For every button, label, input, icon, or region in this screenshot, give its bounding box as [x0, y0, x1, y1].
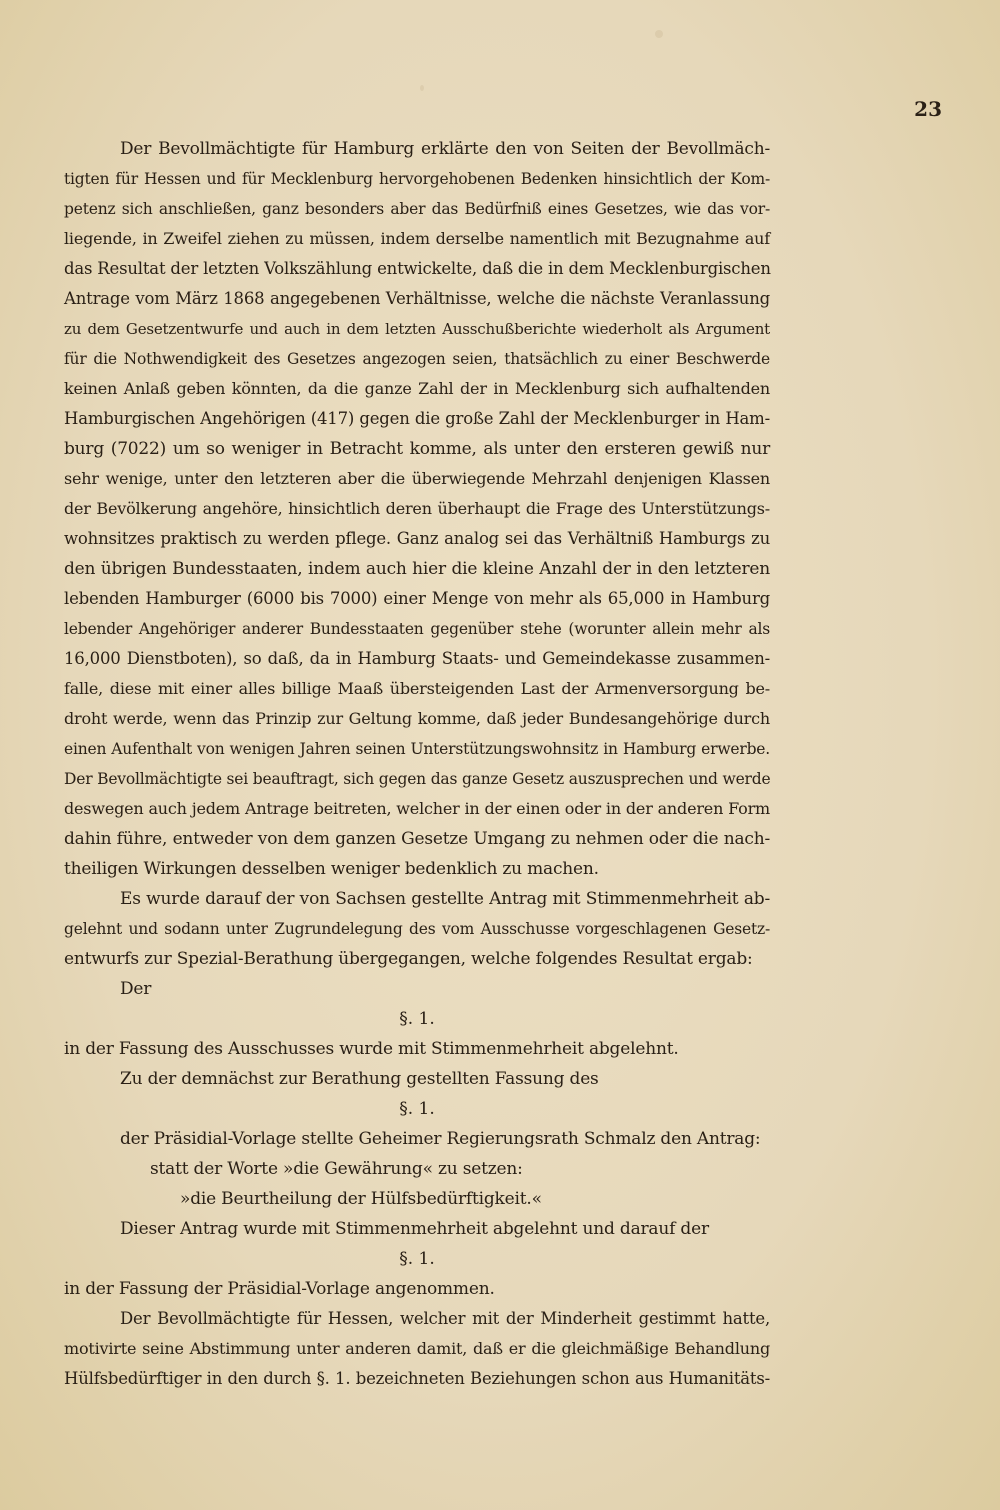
text-line: entwurfs zur Spezial-Berathung übergegangen, welche folgendes Resultat ergab:	[64, 949, 753, 969]
text-line: der Bevölkerung angehöre, hinsichtlich deren überhaupt die Frage des Unterstützungs-	[64, 499, 770, 518]
text-line: lebender Angehöriger anderer Bundesstaaten gegenüber stehe (worunter allein mehr als	[64, 620, 770, 638]
text-line: burg (7022) um so weniger in Betracht komme, als unter den ersteren gewiß nur	[64, 439, 770, 459]
text-line: Der Bevollmächtigte sei beauftragt, sich gegen das ganze Gesetz auszusprechen und werde	[64, 770, 771, 788]
text-line: dahin führe, entweder von dem ganzen Gesetze Umgang zu nehmen oder die nach-	[64, 829, 770, 849]
text-line: in der Fassung des Ausschusses wurde mit Stimmenmehrheit abgelehnt.	[64, 1039, 679, 1059]
section-heading: §. 1.	[399, 1249, 435, 1269]
text-line: in der Fassung der Präsidial-Vorlage angenommen.	[64, 1279, 495, 1299]
text-line: Dieser Antrag wurde mit Stimmenmehrheit abgelehnt und darauf der	[120, 1219, 709, 1239]
text-line: das Resultat der letzten Volkszählung entwickelte, daß die in dem Mecklenburgischen	[64, 259, 771, 278]
text-line: gelehnt und sodann unter Zugrundelegung des vom Ausschusse vorgeschlagenen Gesetz-	[64, 920, 770, 938]
text-line: der Präsidial-Vorlage stellte Geheimer Regierungsrath Schmalz den Antrag:	[120, 1129, 761, 1149]
section-heading: §. 1.	[399, 1009, 435, 1029]
text-line: Antrage vom März 1868 angegebenen Verhältnisse, welche die nächste Veranlassung	[64, 289, 770, 308]
text-line: liegende, in Zweifel ziehen zu müssen, indem derselbe namentlich mit Bezugnahme auf	[64, 229, 770, 248]
text-line: tigten für Hessen und für Mecklenburg hervorgehobenen Bedenken hinsichtlich der Kom-	[64, 170, 770, 188]
paper-stain	[655, 30, 663, 38]
text-line: 16,000 Dienstboten), so daß, da in Hamburg Staats- und Gemeindekasse zusammen-	[64, 649, 770, 668]
text-line: theiligen Wirkungen desselben weniger bedenklich zu machen.	[64, 859, 599, 879]
text-line: Der Bevollmächtigte für Hamburg erklärte den von Seiten der Bevollmäch-	[120, 139, 770, 159]
text-line: Zu der demnächst zur Berathung gestellten Fassung des	[120, 1069, 599, 1089]
text-line: motivirte seine Abstimmung unter anderen damit, daß er die gleichmäßige Behandlung	[64, 1339, 770, 1358]
text-line: petenz sich anschließen, ganz besonders aber das Bedürfniß eines Gesetzes, wie das vor-	[64, 200, 770, 218]
text-line: statt der Worte »die Gewährung« zu setzen:	[150, 1159, 523, 1179]
text-line: droht werde, wenn das Prinzip zur Geltung komme, daß jeder Bundesangehörige durch	[64, 709, 770, 728]
paper-stain	[420, 85, 424, 91]
page-number: 23	[914, 97, 942, 121]
text-line: keinen Anlaß geben könnten, da die ganze Zahl der in Mecklenburg sich aufhaltenden	[64, 379, 770, 398]
text-line: sehr wenige, unter den letzteren aber die überwiegende Mehrzahl denjenigen Klassen	[64, 469, 770, 488]
text-line: Es wurde darauf der von Sachsen gestellte Antrag mit Stimmenmehrheit ab-	[120, 889, 770, 909]
text-line: »die Beurtheilung der Hülfsbedürftigkeit.«	[180, 1189, 542, 1209]
text-line: deswegen auch jedem Antrage beitreten, welcher in der einen oder in der anderen Form	[64, 799, 770, 818]
section-heading: §. 1.	[399, 1099, 435, 1119]
text-line: wohnsitzes praktisch zu werden pflege. Ganz analog sei das Verhältniß Hamburgs zu	[64, 529, 770, 548]
text-line: zu dem Gesetzentwurfe und auch in dem letzten Ausschußberichte wiederholt als Argument	[64, 320, 770, 338]
text-line: Hülfsbedürftiger in den durch §. 1. bezeichneten Beziehungen schon aus Humanitäts-	[64, 1369, 770, 1388]
text-line: einen Aufenthalt von wenigen Jahren seinen Unterstützungswohnsitz in Hamburg erwerbe.	[64, 740, 770, 758]
text-line: für die Nothwendigkeit des Gesetzes angezogen seien, thatsächlich zu einer Beschwerde	[64, 350, 770, 368]
text-line: falle, diese mit einer alles billige Maaß übersteigenden Last der Armenversorgung be-	[64, 679, 770, 698]
text-line: Hamburgischen Angehörigen (417) gegen die große Zahl der Mecklenburger in Ham-	[64, 409, 770, 428]
text-line: lebenden Hamburger (6000 bis 7000) einer Menge von mehr als 65,000 in Hamburg	[64, 589, 770, 608]
text-line: Der	[120, 979, 152, 999]
text-line: Der Bevollmächtigte für Hessen, welcher mit der Minderheit gestimmt hatte,	[120, 1309, 770, 1328]
text-line: den übrigen Bundesstaaten, indem auch hier die kleine Anzahl der in den letzteren	[64, 559, 770, 579]
